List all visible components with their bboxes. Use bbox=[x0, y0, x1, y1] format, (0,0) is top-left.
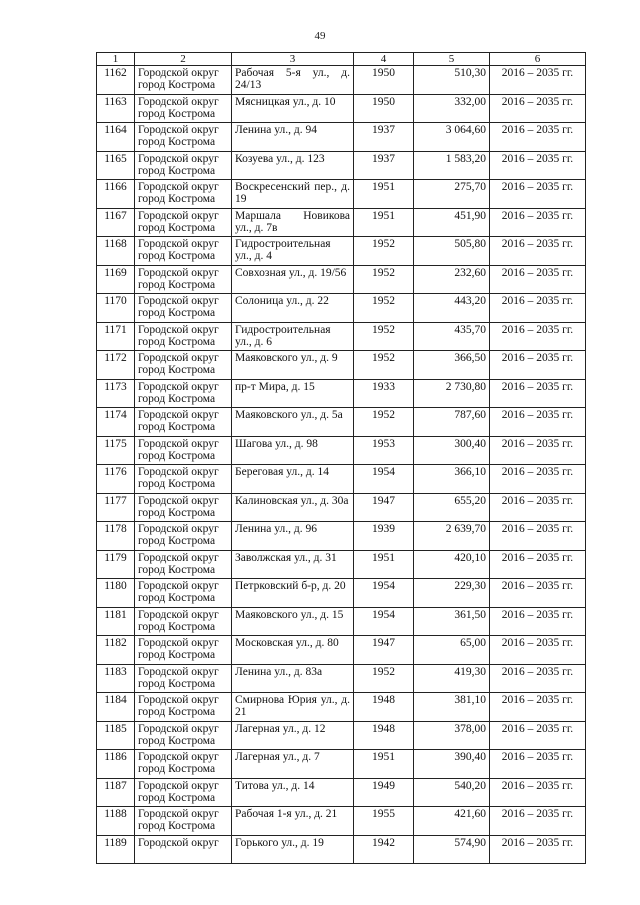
area-cell: 381,10 bbox=[414, 693, 490, 722]
table-row bbox=[97, 237, 586, 266]
municipality-cell: Городской округ город Кострома bbox=[135, 237, 232, 266]
year-built-cell: 1953 bbox=[354, 436, 414, 465]
municipality-cell: Городской округ город Кострома bbox=[135, 436, 232, 465]
table-row bbox=[97, 693, 586, 722]
municipality-cell: Городской округ город Кострома bbox=[135, 664, 232, 693]
row-number: 1178 bbox=[97, 522, 135, 551]
row-number: 1182 bbox=[97, 636, 135, 665]
year-built-cell: 1954 bbox=[354, 579, 414, 608]
area-cell: 420,10 bbox=[414, 550, 490, 579]
area-cell: 361,50 bbox=[414, 607, 490, 636]
row-number: 1179 bbox=[97, 550, 135, 579]
column-header: 5 bbox=[414, 53, 490, 66]
year-built-cell: 1942 bbox=[354, 835, 414, 864]
year-built-cell: 1951 bbox=[354, 180, 414, 209]
area-cell: 787,60 bbox=[414, 408, 490, 437]
repair-period-cell: 2016 – 2035 гг. bbox=[490, 237, 586, 266]
municipality-cell: Городской округ город Кострома bbox=[135, 379, 232, 408]
address-cell: Ленина ул., д. 83а bbox=[232, 664, 354, 693]
row-number: 1186 bbox=[97, 750, 135, 779]
table-row bbox=[97, 294, 586, 323]
row-number: 1173 bbox=[97, 379, 135, 408]
row-number: 1171 bbox=[97, 322, 135, 351]
table-row bbox=[97, 265, 586, 294]
table-row bbox=[97, 835, 586, 864]
year-built-cell: 1937 bbox=[354, 123, 414, 152]
address-cell: Ленина ул., д. 96 bbox=[232, 522, 354, 551]
area-cell: 435,70 bbox=[414, 322, 490, 351]
year-built-cell: 1952 bbox=[354, 265, 414, 294]
municipality-cell: Городской округ город Кострома bbox=[135, 465, 232, 494]
address-cell: Береговая ул., д. 14 bbox=[232, 465, 354, 494]
year-built-cell: 1933 bbox=[354, 379, 414, 408]
row-number: 1163 bbox=[97, 94, 135, 123]
repair-period-cell: 2016 – 2035 гг. bbox=[490, 807, 586, 836]
repair-period-cell: 2016 – 2035 гг. bbox=[490, 693, 586, 722]
repair-period-cell: 2016 – 2035 гг. bbox=[490, 493, 586, 522]
year-built-cell: 1952 bbox=[354, 664, 414, 693]
address-cell: Гидростроительная ул., д. 6 bbox=[232, 322, 354, 351]
year-built-cell: 1955 bbox=[354, 807, 414, 836]
municipality-cell: Городской округ город Кострома bbox=[135, 351, 232, 380]
municipality-cell: Городской округ город Кострома bbox=[135, 750, 232, 779]
area-cell: 2 730,80 bbox=[414, 379, 490, 408]
table-row bbox=[97, 322, 586, 351]
year-built-cell: 1947 bbox=[354, 493, 414, 522]
address-cell: Лагерная ул., д. 7 bbox=[232, 750, 354, 779]
repair-period-cell: 2016 – 2035 гг. bbox=[490, 550, 586, 579]
address-cell: Заволжская ул., д. 31 bbox=[232, 550, 354, 579]
table-row bbox=[97, 408, 586, 437]
municipality-cell: Городской округ город Кострома bbox=[135, 265, 232, 294]
year-built-cell: 1952 bbox=[354, 237, 414, 266]
row-number: 1185 bbox=[97, 721, 135, 750]
area-cell: 1 583,20 bbox=[414, 151, 490, 180]
repair-period-cell: 2016 – 2035 гг. bbox=[490, 579, 586, 608]
table-row bbox=[97, 607, 586, 636]
area-cell: 232,60 bbox=[414, 265, 490, 294]
area-cell: 443,20 bbox=[414, 294, 490, 323]
repair-period-cell: 2016 – 2035 гг. bbox=[490, 835, 586, 864]
table-row bbox=[97, 664, 586, 693]
year-built-cell: 1954 bbox=[354, 607, 414, 636]
year-built-cell: 1954 bbox=[354, 465, 414, 494]
municipality-cell: Городской округ город Кострома bbox=[135, 607, 232, 636]
address-cell: Гидростроительная ул., д. 4 bbox=[232, 237, 354, 266]
year-built-cell: 1950 bbox=[354, 94, 414, 123]
table-row bbox=[97, 465, 586, 494]
table-row bbox=[97, 636, 586, 665]
area-cell: 275,70 bbox=[414, 180, 490, 209]
year-built-cell: 1952 bbox=[354, 294, 414, 323]
column-header: 1 bbox=[97, 53, 135, 66]
repair-period-cell: 2016 – 2035 гг. bbox=[490, 664, 586, 693]
year-built-cell: 1952 bbox=[354, 351, 414, 380]
municipality-cell: Городской округ город Кострома bbox=[135, 522, 232, 551]
year-built-cell: 1939 bbox=[354, 522, 414, 551]
area-cell: 510,30 bbox=[414, 66, 490, 95]
table-row bbox=[97, 493, 586, 522]
area-cell: 451,90 bbox=[414, 208, 490, 237]
address-cell: Горького ул., д. 19 bbox=[232, 835, 354, 864]
table-row bbox=[97, 66, 586, 95]
area-cell: 505,80 bbox=[414, 237, 490, 266]
repair-period-cell: 2016 – 2035 гг. bbox=[490, 408, 586, 437]
address-cell: Петрковский б-р, д. 20 bbox=[232, 579, 354, 608]
table-row bbox=[97, 579, 586, 608]
repair-period-cell: 2016 – 2035 гг. bbox=[490, 294, 586, 323]
municipality-cell: Городской округ город Кострома bbox=[135, 408, 232, 437]
year-built-cell: 1952 bbox=[354, 408, 414, 437]
address-cell: Маяковского ул., д. 5а bbox=[232, 408, 354, 437]
year-built-cell: 1947 bbox=[354, 636, 414, 665]
repair-period-cell: 2016 – 2035 гг. bbox=[490, 778, 586, 807]
area-cell: 540,20 bbox=[414, 778, 490, 807]
table-row bbox=[97, 778, 586, 807]
row-number: 1167 bbox=[97, 208, 135, 237]
table-row bbox=[97, 721, 586, 750]
area-cell: 366,50 bbox=[414, 351, 490, 380]
address-cell: Рабочая 5-я ул., д. 24/13 bbox=[232, 66, 354, 95]
municipality-cell: Городской округ город Кострома bbox=[135, 721, 232, 750]
area-cell: 655,20 bbox=[414, 493, 490, 522]
address-cell: Мясницкая ул., д. 10 bbox=[232, 94, 354, 123]
area-cell: 300,40 bbox=[414, 436, 490, 465]
address-cell: Смирнова Юрия ул., д. 21 bbox=[232, 693, 354, 722]
table-row bbox=[97, 151, 586, 180]
address-cell: Ленина ул., д. 94 bbox=[232, 123, 354, 152]
municipality-cell: Городской округ город Кострома bbox=[135, 123, 232, 152]
table-row bbox=[97, 379, 586, 408]
repair-period-cell: 2016 – 2035 гг. bbox=[490, 721, 586, 750]
area-cell: 3 064,60 bbox=[414, 123, 490, 152]
address-cell: Маршала Новикова ул., д. 7в bbox=[232, 208, 354, 237]
repair-period-cell: 2016 – 2035 гг. bbox=[490, 465, 586, 494]
year-built-cell: 1948 bbox=[354, 721, 414, 750]
repair-period-cell: 2016 – 2035 гг. bbox=[490, 265, 586, 294]
municipality-cell: Городской округ город Кострома bbox=[135, 778, 232, 807]
area-cell: 574,90 bbox=[414, 835, 490, 864]
municipality-cell: Городской округ город Кострома bbox=[135, 579, 232, 608]
row-number: 1175 bbox=[97, 436, 135, 465]
repair-period-cell: 2016 – 2035 гг. bbox=[490, 750, 586, 779]
municipality-cell: Городской округ bbox=[135, 835, 232, 864]
municipality-cell: Городской округ город Кострома bbox=[135, 636, 232, 665]
repair-period-cell: 2016 – 2035 гг. bbox=[490, 151, 586, 180]
row-number: 1165 bbox=[97, 151, 135, 180]
repair-period-cell: 2016 – 2035 гг. bbox=[490, 94, 586, 123]
repair-period-cell: 2016 – 2035 гг. bbox=[490, 351, 586, 380]
table-row bbox=[97, 351, 586, 380]
column-header: 4 bbox=[354, 53, 414, 66]
year-built-cell: 1951 bbox=[354, 208, 414, 237]
address-cell: Маяковского ул., д. 15 bbox=[232, 607, 354, 636]
row-number: 1184 bbox=[97, 693, 135, 722]
municipality-cell: Городской округ город Кострома bbox=[135, 294, 232, 323]
address-cell: Воскресенский пер., д. 19 bbox=[232, 180, 354, 209]
row-number: 1174 bbox=[97, 408, 135, 437]
year-built-cell: 1952 bbox=[354, 322, 414, 351]
row-number: 1166 bbox=[97, 180, 135, 209]
table-row bbox=[97, 94, 586, 123]
municipality-cell: Городской округ город Кострома bbox=[135, 493, 232, 522]
row-number: 1170 bbox=[97, 294, 135, 323]
area-cell: 421,60 bbox=[414, 807, 490, 836]
table-body bbox=[97, 66, 586, 864]
table-row bbox=[97, 208, 586, 237]
address-cell: Совхозная ул., д. 19/56 bbox=[232, 265, 354, 294]
address-cell: Титова ул., д. 14 bbox=[232, 778, 354, 807]
repair-period-cell: 2016 – 2035 гг. bbox=[490, 522, 586, 551]
area-cell: 378,00 bbox=[414, 721, 490, 750]
repair-period-cell: 2016 – 2035 гг. bbox=[490, 180, 586, 209]
row-number: 1169 bbox=[97, 265, 135, 294]
repair-period-cell: 2016 – 2035 гг. bbox=[490, 636, 586, 665]
column-header: 6 bbox=[490, 53, 586, 66]
area-cell: 390,40 bbox=[414, 750, 490, 779]
area-cell: 2 639,70 bbox=[414, 522, 490, 551]
row-number: 1189 bbox=[97, 835, 135, 864]
column-header: 3 bbox=[232, 53, 354, 66]
address-cell: Калиновская ул., д. 30а bbox=[232, 493, 354, 522]
area-cell: 419,30 bbox=[414, 664, 490, 693]
table-row bbox=[97, 807, 586, 836]
housing-register-table bbox=[96, 52, 586, 864]
row-number: 1172 bbox=[97, 351, 135, 380]
address-cell: Козуева ул., д. 123 bbox=[232, 151, 354, 180]
municipality-cell: Городской округ город Кострома bbox=[135, 151, 232, 180]
row-number: 1188 bbox=[97, 807, 135, 836]
address-cell: Лагерная ул., д. 12 bbox=[232, 721, 354, 750]
year-built-cell: 1951 bbox=[354, 750, 414, 779]
year-built-cell: 1951 bbox=[354, 550, 414, 579]
address-cell: Маяковского ул., д. 9 bbox=[232, 351, 354, 380]
address-cell: Шагова ул., д. 98 bbox=[232, 436, 354, 465]
year-built-cell: 1949 bbox=[354, 778, 414, 807]
area-cell: 366,10 bbox=[414, 465, 490, 494]
area-cell: 229,30 bbox=[414, 579, 490, 608]
address-cell: Солоница ул., д. 22 bbox=[232, 294, 354, 323]
repair-period-cell: 2016 – 2035 гг. bbox=[490, 322, 586, 351]
municipality-cell: Городской округ город Кострома bbox=[135, 807, 232, 836]
column-header: 2 bbox=[135, 53, 232, 66]
table-row bbox=[97, 436, 586, 465]
repair-period-cell: 2016 – 2035 гг. bbox=[490, 66, 586, 95]
repair-period-cell: 2016 – 2035 гг. bbox=[490, 607, 586, 636]
municipality-cell: Городской округ город Кострома bbox=[135, 550, 232, 579]
repair-period-cell: 2016 – 2035 гг. bbox=[490, 208, 586, 237]
year-built-cell: 1937 bbox=[354, 151, 414, 180]
row-number: 1164 bbox=[97, 123, 135, 152]
row-number: 1183 bbox=[97, 664, 135, 693]
year-built-cell: 1950 bbox=[354, 66, 414, 95]
row-number: 1181 bbox=[97, 607, 135, 636]
area-cell: 65,00 bbox=[414, 636, 490, 665]
address-cell: Рабочая 1-я ул., д. 21 bbox=[232, 807, 354, 836]
repair-period-cell: 2016 – 2035 гг. bbox=[490, 123, 586, 152]
address-cell: Московская ул., д. 80 bbox=[232, 636, 354, 665]
repair-period-cell: 2016 – 2035 гг. bbox=[490, 436, 586, 465]
row-number: 1176 bbox=[97, 465, 135, 494]
table-row bbox=[97, 180, 586, 209]
address-cell: пр-т Мира, д. 15 bbox=[232, 379, 354, 408]
table-row bbox=[97, 522, 586, 551]
municipality-cell: Городской округ город Кострома bbox=[135, 208, 232, 237]
row-number: 1180 bbox=[97, 579, 135, 608]
table-row bbox=[97, 750, 586, 779]
municipality-cell: Городской округ город Кострома bbox=[135, 94, 232, 123]
table-row bbox=[97, 550, 586, 579]
municipality-cell: Городской округ город Кострома bbox=[135, 322, 232, 351]
year-built-cell: 1948 bbox=[354, 693, 414, 722]
row-number: 1162 bbox=[97, 66, 135, 95]
municipality-cell: Городской округ город Кострома bbox=[135, 693, 232, 722]
municipality-cell: Городской округ город Кострома bbox=[135, 180, 232, 209]
row-number: 1168 bbox=[97, 237, 135, 266]
column-number-header-row bbox=[97, 53, 586, 66]
table-row bbox=[97, 123, 586, 152]
area-cell: 332,00 bbox=[414, 94, 490, 123]
row-number: 1177 bbox=[97, 493, 135, 522]
page-number: 49 bbox=[314, 30, 326, 42]
municipality-cell: Городской округ город Кострома bbox=[135, 66, 232, 95]
row-number: 1187 bbox=[97, 778, 135, 807]
repair-period-cell: 2016 – 2035 гг. bbox=[490, 379, 586, 408]
